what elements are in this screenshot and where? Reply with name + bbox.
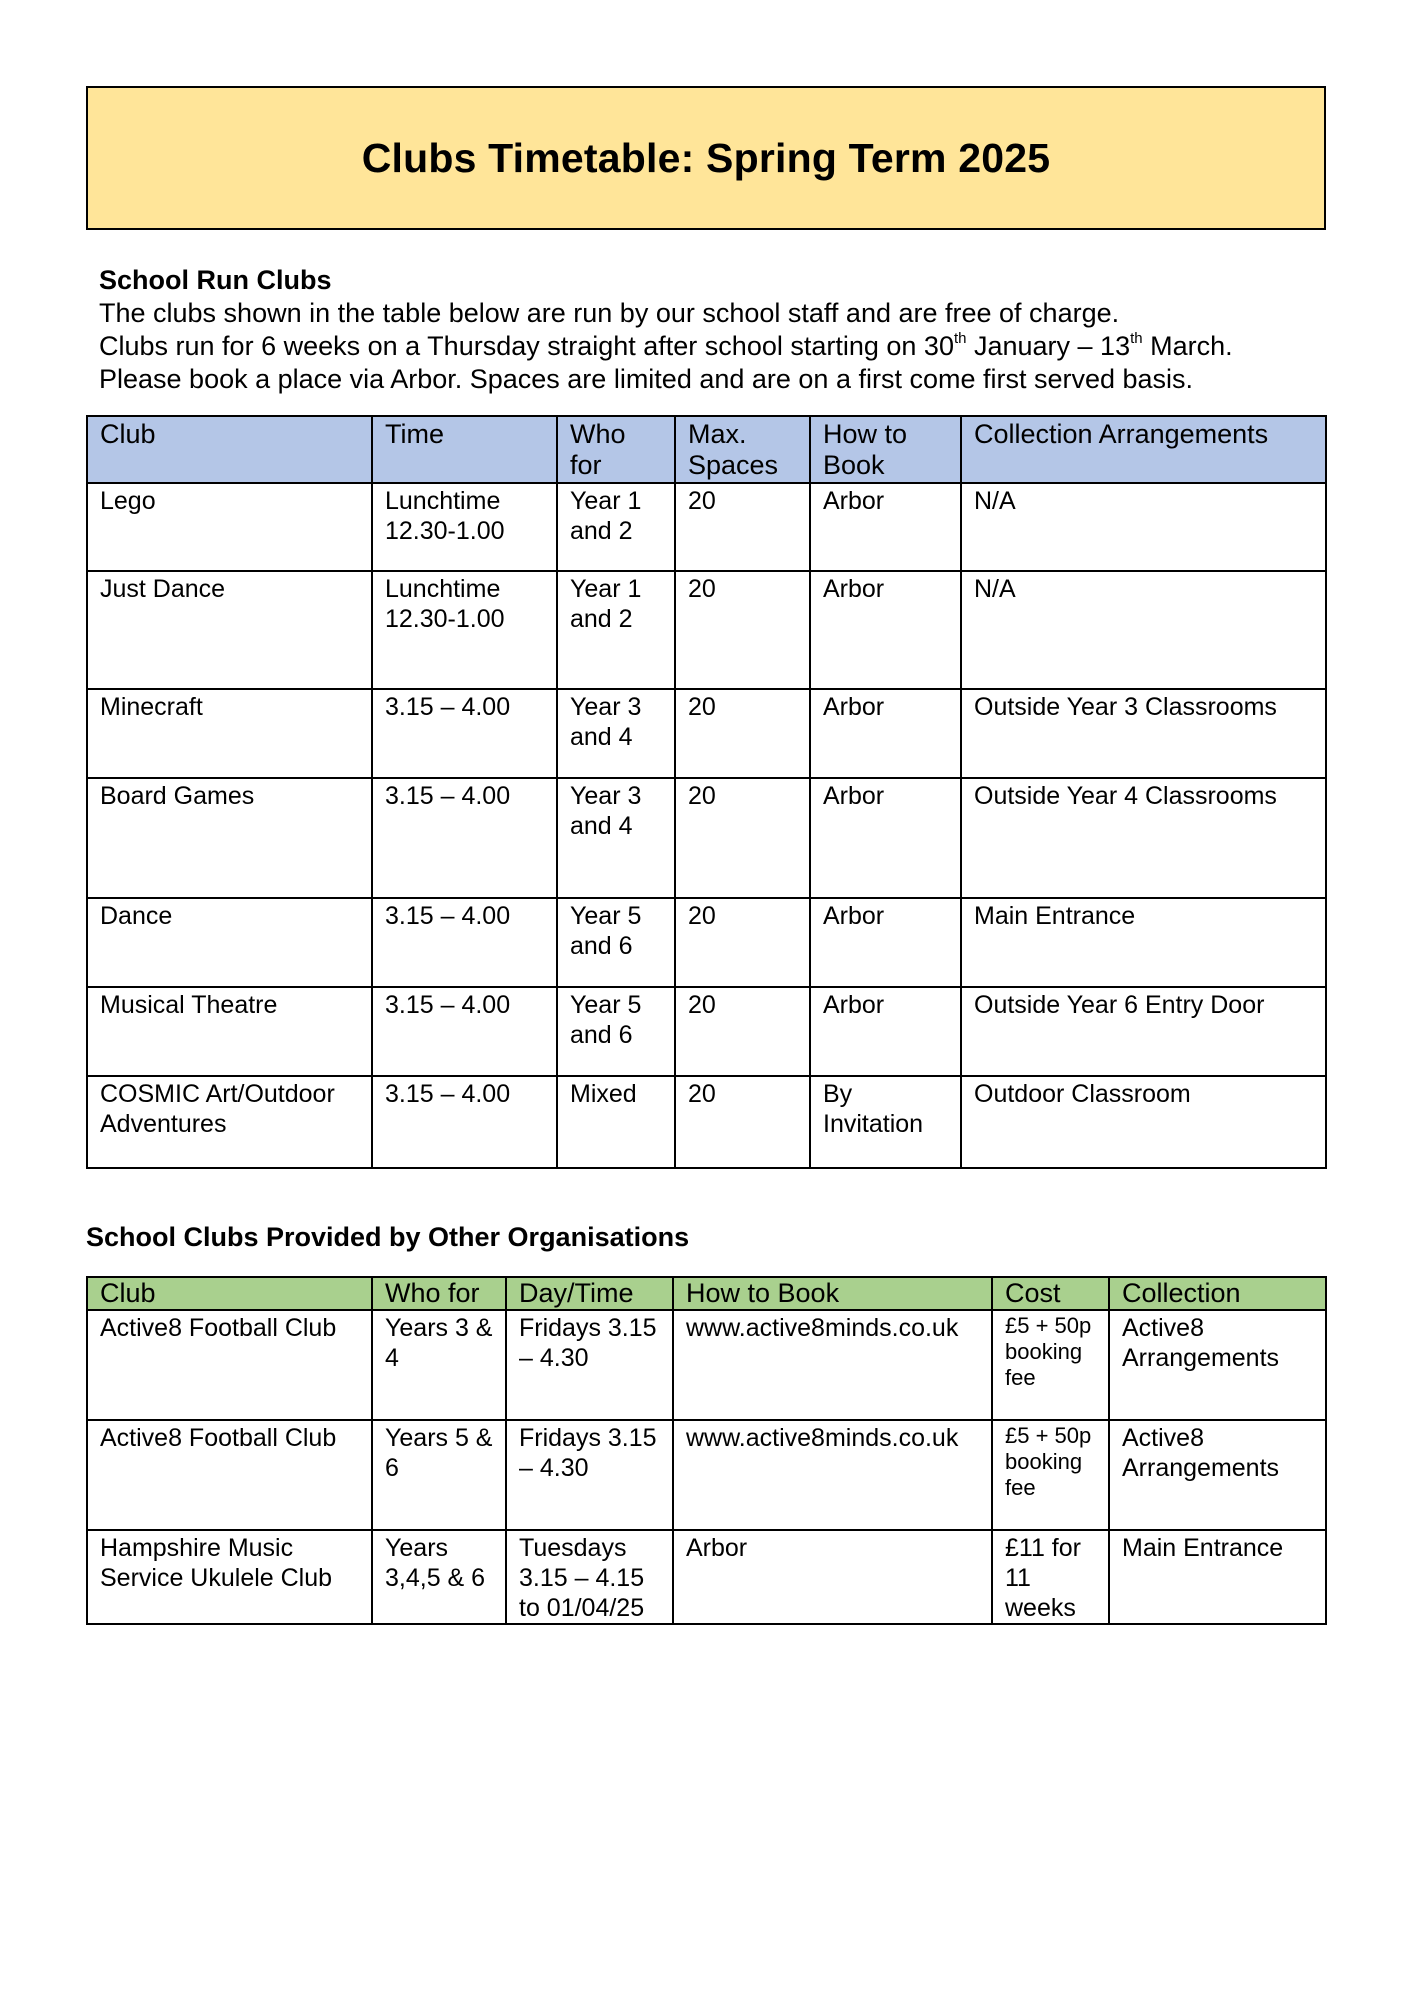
intro-section — [99, 264, 1339, 396]
table-row — [87, 778, 1326, 898]
table-cell: Years 5 & 6 — [372, 1420, 506, 1530]
table-cell: Board Games — [87, 778, 372, 898]
column-header: Cost — [992, 1277, 1109, 1310]
table-cell: 20 — [675, 689, 810, 778]
table-cell: 20 — [675, 571, 810, 689]
intro-line-2: Clubs run for 6 weeks on a Thursday straight after school starting on 30th January – 13th March. — [99, 330, 1233, 361]
table-cell: Years 3,4,5 & 6 — [372, 1530, 506, 1624]
table-row — [87, 1530, 1326, 1624]
table-cell: Hampshire Music Service Ukulele Club — [87, 1530, 372, 1624]
table-cell: Main Entrance — [961, 898, 1326, 987]
table-cell: Lunchtime 12.30-1.00 — [372, 571, 557, 689]
table-row — [87, 898, 1326, 987]
table-row — [87, 987, 1326, 1076]
table-cell: COSMIC Art/Outdoor Adventures — [87, 1076, 372, 1168]
table-row — [87, 1310, 1326, 1420]
table-cell: Lego — [87, 483, 372, 571]
table-cell: Outside Year 6 Entry Door — [961, 987, 1326, 1076]
table-row — [87, 571, 1326, 689]
table-row — [87, 1420, 1326, 1530]
table-cell: Arbor — [810, 483, 961, 571]
table-cell: Active8 Arrangements — [1109, 1420, 1326, 1530]
table-cell: N/A — [961, 483, 1326, 571]
column-header: Max. Spaces — [675, 416, 810, 483]
table-cell: Arbor — [810, 571, 961, 689]
table-cell: £5 + 50p booking fee — [992, 1420, 1109, 1530]
table-cell: 3.15 – 4.00 — [372, 689, 557, 778]
table-cell: 20 — [675, 483, 810, 571]
table-cell: Year 1 and 2 — [557, 483, 675, 571]
table-cell: £5 + 50p booking fee — [992, 1310, 1109, 1420]
school-run-clubs-table — [86, 415, 1327, 1169]
table-cell: 3.15 – 4.00 — [372, 898, 557, 987]
table-cell: Main Entrance — [1109, 1530, 1326, 1624]
table-cell: 20 — [675, 987, 810, 1076]
table-row — [87, 1076, 1326, 1168]
table-cell: N/A — [961, 571, 1326, 689]
table-cell: Minecraft — [87, 689, 372, 778]
table-cell: By Invitation — [810, 1076, 961, 1168]
table-row — [87, 689, 1326, 778]
column-header: Collection Arrangements — [961, 416, 1326, 483]
table-cell: Arbor — [810, 778, 961, 898]
table-cell: Year 3 and 4 — [557, 778, 675, 898]
column-header: Club — [87, 1277, 372, 1310]
table-cell: Fridays 3.15 – 4.30 — [506, 1420, 673, 1530]
table-cell: Outside Year 3 Classrooms — [961, 689, 1326, 778]
table-cell: Active8 Football Club — [87, 1420, 372, 1530]
table-cell: Year 3 and 4 — [557, 689, 675, 778]
table-cell: Musical Theatre — [87, 987, 372, 1076]
table-cell: Arbor — [673, 1530, 992, 1624]
intro-line-3: Please book a place via Arbor. Spaces are limited and are on a first come first served basis. — [99, 364, 1194, 394]
intro-line-1: The clubs shown in the table below are run by our school staff and are free of charge. — [99, 298, 1120, 328]
other-organisations-table — [86, 1276, 1327, 1625]
table-cell: Active8 Arrangements — [1109, 1310, 1326, 1420]
table-cell: Arbor — [810, 898, 961, 987]
page-title: Clubs Timetable: Spring Term 2025 — [361, 134, 1051, 181]
title-box — [86, 86, 1326, 230]
table-cell: Tuesdays 3.15 – 4.15 to 01/04/25 — [506, 1530, 673, 1624]
table-cell: 3.15 – 4.00 — [372, 1076, 557, 1168]
table-cell: www.active8minds.co.uk — [673, 1310, 992, 1420]
column-header: Day/Time — [506, 1277, 673, 1310]
column-header: How to Book — [810, 416, 961, 483]
table-cell: Lunchtime 12.30-1.00 — [372, 483, 557, 571]
section-heading-other-orgs: School Clubs Provided by Other Organisations — [86, 1222, 690, 1252]
table-header-row — [87, 1277, 1326, 1310]
table-cell: Mixed — [557, 1076, 675, 1168]
table-cell: Just Dance — [87, 571, 372, 689]
table-cell: Dance — [87, 898, 372, 987]
column-header: Collection — [1109, 1277, 1326, 1310]
table-cell: 20 — [675, 778, 810, 898]
column-header: Who for — [557, 416, 675, 483]
column-header: Who for — [372, 1277, 506, 1310]
table-cell: www.active8minds.co.uk — [673, 1420, 992, 1530]
table-cell: Year 1 and 2 — [557, 571, 675, 689]
table-cell: 20 — [675, 898, 810, 987]
table-cell: Fridays 3.15 – 4.30 — [506, 1310, 673, 1420]
table-cell: 3.15 – 4.00 — [372, 987, 557, 1076]
table-cell: 20 — [675, 1076, 810, 1168]
table-cell: Year 5 and 6 — [557, 898, 675, 987]
table-cell: Arbor — [810, 689, 961, 778]
column-header: How to Book — [673, 1277, 992, 1310]
table-header-row — [87, 416, 1326, 483]
table-cell: Arbor — [810, 987, 961, 1076]
column-header: Time — [372, 416, 557, 483]
table-row — [87, 483, 1326, 571]
table-cell: Active8 Football Club — [87, 1310, 372, 1420]
table-cell: Outdoor Classroom — [961, 1076, 1326, 1168]
table-cell: £11 for 11 weeks — [992, 1530, 1109, 1624]
table-cell: Outside Year 4 Classrooms — [961, 778, 1326, 898]
section-heading-school-run: School Run Clubs — [99, 265, 332, 295]
table-cell: Year 5 and 6 — [557, 987, 675, 1076]
column-header: Club — [87, 416, 372, 483]
table-cell: Years 3 & 4 — [372, 1310, 506, 1420]
table-cell: 3.15 – 4.00 — [372, 778, 557, 898]
